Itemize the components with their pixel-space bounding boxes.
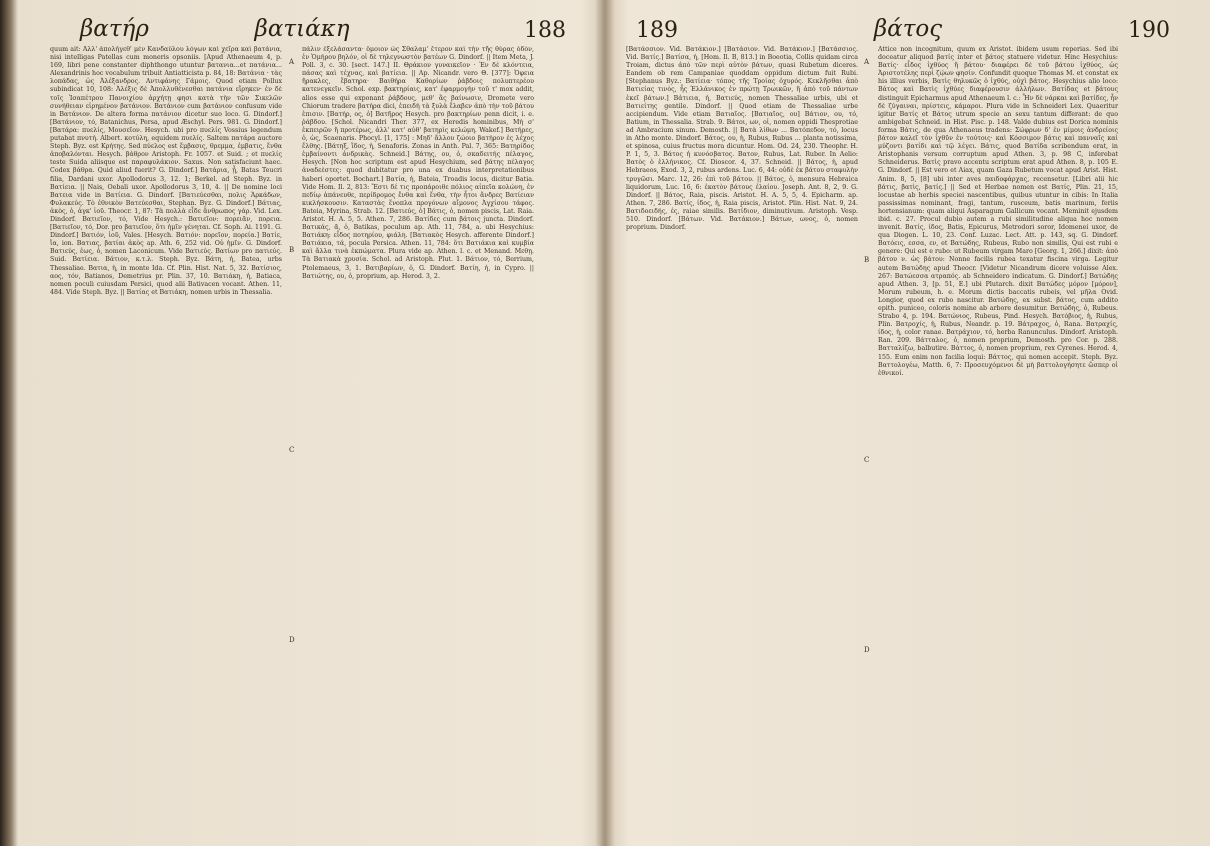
page-number-right: 190 bbox=[1128, 18, 1170, 43]
left-column-b-extra: Βατικάς, ᾶ, ὁ, Batikas, poculum ap. Ath. 11, 784, a. ubi Hesychius: Βατιάκη: εἶδος ποτηρίου, φιάλη. [Βατιακὸς Hesych. afferente Dindorf.] Βατιάκια, τά, pocula Persica. Athen. 11, 784: ὅτι Βατιάκια καὶ κυμβία καὶ ἄλλα τινὰ ἐκπώματα. Plura vide ap. Athen. l. c. et Menand. Μεθῃ. Τὰ Βατιακὰ χρυσία. Schol. ad Aristoph. Plut. 1. Βάτιον, τό, Berrium, Ptolemaeus, 3, 1. Βατιβαρίων, ὁ, G. Dindorf. Βατίη, ἡ, in Cypro. || Βατιώτης, ου, ὁ, proprium, ap. Herod. 3, 2. bbox=[302, 224, 534, 280]
left-column-a-text: quum ait: Ἀλλ' ἀπολήγεθ' μὲν Κανδαύλου λόγων καὶ χεῖρα καὶ βατάνια, nisi intelligas Patellas cum moneris opsoniis. [Apud Athenaeum 4, p. 169, libri pene constanter diphthongo utuntur βατανια...et πατάνια... Alexandrinis hoc vocabulum tribuit Antiatticista p. 84, 18: Βατάνια · τὰς λοπάδας, ὡς Ἀλέξανδρος. Αντιφάνης Γάμοις. Quod etiam Pollux subindicat 10, 108: Ἀλέξις δὲ Ἀπολλυθένεσθαι πατάνια εἴρηκεν· ἐν δὲ τοῖς Ἰσαπέτρου Πανοιχίου ἀρχήτῃ φησι κατὰ τὴν τῶν Σικελῶν συνήθειαν εἰρημένον βατάνιον. Βατάνιον cum βατάνιον confusum vide in Βατάνιον. De altera forma πατάνιον dicetur suo loco. G. Dindorf.] [Βατάνιον, τό, Batanichus, Persa, apud Æschyl. Pers. 981. G. Dindorf.] [Βατάρα: πυελίς, Μουσεῖον. Hesych. ubi pro πυελίς Vossius legendum putabat πνυτή. Albert. κοτύλη, equidem πυελίς. Saltem πατάρα auctore Steph. Byz. est Κρήτης. Sed πύελος est ἔμβασις, θρεμμα, ἐμβατις, ἔνθα ἀποβαλόνται. Hesych. βάθρον Aristoph. Fr. 1057. et Suid. ; et πυελίς teste Suida aliisque est παραφυλάκιον. Saxus. Non satisfaciunt haec. Codex βάθρα. Quid aliud fuerit? G. Dindorf.] Βατάρια, ᾗ, Batas Teucri filia, Dardani uxor. Apollodorus 3, 12. 1; Berkel. ad Steph. Byz. in Βατίεια. || Nais, Oebali uxor. Apollodorus 3, 10, 4. || De nomine loci Βατεια vide in Βατίεια. G. Dindorf. [Βατιεύεσθαι, πολις Ἀρκάδων, Φυλακεύς. Τὸ ἐθνικὸν Βατεύεσθαι, Stephan. Byz. G. Dindorf.] Βάτιας, ἀκὸς, ὁ, ἀγκ' ἰοῦ. Theocr. 1, 87: Τὰ πολλὰ εἶδε ἄνθρωπος γάρ. Vid. Lex. Dindorf. Βατιεῖον, τό, Vide Hesych.: Βατιεῖον: πορειᾶν, πορεια. [Βατιεῖον, τό, Dor. pro βατιεῖον, ὅτι ἡμῖν γένηται. Cf. Soph. Ai. 1191. G. Dindorf.] Βατιόν, ἰοῦ, Vales. [Hesych. Βατιόν: πορεῖον, πορεία.] Βατίε, ἴα, ion. Βατιας, βατίαι ἀκὸς ap. Ath. 6, 252 vid. Οὐ ἡμῖν. G. Dindorf. Βατιεύς, ἐως, ὁ, nomen Laconicum. Vide Βατιεύς. Βατίων pro πατιεύς. Suid. Βατίεια. Βάτιον, κ.τ.λ. Steph. Byz. Βάτη, ἡ, Batea, urbs Thessaliae. Βατια, ἡ, in monte Ida. Cf. Plin. Hist. Nat. 5, 32. bbox=[50, 46, 282, 272]
right-margin-letters: A B C D bbox=[864, 58, 870, 654]
left-column-a-extra: Βατίσιος, αος, τόν, Batianos, Demetrius pr. Plin. 37, 10. Βατιάκη, ἡ, Batiaca, nomen poculi cuiusdam Persici, quod alii Bativacen vocant. Athen. 11, 484. Vide Steph. Byz. || Βατίας et Βατιάκη, nomen urbis in Thessalia. bbox=[50, 264, 282, 296]
right-column-b-extra: Βατόεις, εσσα, εν, et Βατώδης, Rubeus, Rubo non similis, Qui est rubi e genere: Qui est e rubo: ut Rubeum virgam Maro [Georg. 1, 266.] dixit: ἀπὸ βάτου ν. ὡς βάτου: Nonne facilis rubea texatur fiscina virga. Legitur autem Βατώδης apud Theocr. [Videtur Nicandrum dicere voluisse Alex. 267: Βατώεσσα ατραπός. ab Schneidero indicatum. G. Dindorf.] Βατώδης apud Athen. 3, [p. 51, E.] ubi Plutarch. dixit Βατώδες μόρον [μόρον], Morum rubeum, h. e. Morum dictis baccatis rubeis, vel μῆλα Ovid. Longior, quod ex rubo nascitur. Βατώδης, ex subst. βάτος, cum addito epith. puniceo, coloris nomine ab arbore desumitur. Βατώδης, ὁ, Rubeus. Strabo 4, p. 194. Βατώνιος, Rubeus, Pind. Hesych. Βατόβιος, ἡ, Rubus, Plin. Βατροχίς, ἡ, Rubus, Neandr. p. 19. Βάτραχος, ὁ, Rana. Βατραχίς, ίδος, ἡ, color ranae. Βατράχιον, τό, herba Ranunculus. Dindorf. Aristoph. Ran. 209. Βάτταλος, ὁ, nomen proprium, Demosth. pro Cor. p. 288. Βατταλίζω, balbutire. Βάττος, ὁ, nomen proprium, rex Cyrenes. Herod. 4, 155. Eum enim non facilia loqui: Βάττος, qui nomen accepit. Steph. Byz. Βαττολογέω, Matth. 6, 7: Προσευχόμενοι δὲ μὴ βαττολογήσητε ὥσπερ οἱ ἐθνικοί. bbox=[878, 240, 1118, 377]
page-number-left: 189 bbox=[636, 18, 678, 43]
left-page bbox=[0, 0, 604, 846]
page-number: 188 bbox=[524, 18, 566, 43]
left-margin-letters: A B C D bbox=[289, 58, 295, 644]
left-column-b-text: πάλιν ἐξελάσαντα· ὅμοιον ὡς Σθαλαμ' ἔτερον καὶ τὴν τῆς θύρας ὁδὸν, ἐν Ὁμήρου βηλόν, οἱ δὲ τηλεγνωστὸν βατέων G. Dindorf. || Item Meta, J. Poll. 3, c. 30. [sect. 147.] ΙΙ. Θράκιον γυναικεῖον · Ἐν δὲ κλόντεια, πάσας καὶ τέχνας, καὶ βατίεια. || Ap. Nicandr. vero Θ. [377]: Ὀφεια ἤρακλες, ἔβατηρα· Βαιθήρα Καθορίων ῥάβδοις πολυπτερέου κατενεγκεῖν. Schol. exp. βακτηρίαις, κατ' ἐφαρμογὴν τοῦ τ' mox addit, alios esse qui exponant ῥάβδους, μεθ' ἃς βαίνωσιν, Dromete vero Chiorum tradere βατήρα dici, ἐπειδὴ τὰ ξυλὰ ἔλαβεν ἀπὸ τὴν τοῦ βάτου ἐπισιν. [Βατήρ, ος, ὁ] Βατῆρος Hesych. pro βακτηρίων penn dicit, i. e. ῥάβδου. [Schol. Nicandri Ther. 377, ex Heredis hominibus, Μὴ σ' ἐκπειρῶν ἢ προτέρως, ἀλλ' κατ' αὐθ' βατηρὶς κελώμη. Wakef.] Βατήρες, ὁ, ὡς, Scaenaris. Phocyl. [1, 175] : Μηδ' ἄλλου ζώοιο βατήρον ἐς λέχος ἔλθης. [Βάτηξ, ἴδος, ἡ, Senaforis. Zonas in Anth. Pal. 7, 365: Βατηρίδος ἐμβαίνοντι ἀνδρικὰς. Schneid.] Βάτης, ου, ὁ, σκαδειτής πέλαγος, Hesych. [Non hoc scriptum est apud Hesychium, sed βάτης πέλαγος ἀναδεὲστες: quod dubitatur pro una ex duabus interpretationibus haberi oportet. Bochart.] Βατία, ἡ, Bateia, Troadis locus, dicitur Batia. Vide Hom. Il. 2, 813: Ἔστι δέ τις προπάροιθε πόλιος αἰπεῖα κολώνη, ἐν πεδίῳ ἀπάνευθε, περίδρομος ἔνθα καὶ ἔνθα, τὴν ἦτοι ἄνδρες Βατίειαν κικλήσκουσιν. Καταστὰς ἔνοπλα προγόνων αἴμονος Ἀγχίσου τάφος. Bateia, Myrina, Strab. 12. [Βατιεύς, ὁ] Βάτις, ὁ, nomen piscis, Lat. Raia. Aristot. H. A. 5, 5. Athen. 7, 286. Βατίδες cum βάτοις juncta. Dindorf. bbox=[302, 46, 534, 223]
left-column-b bbox=[302, 46, 534, 836]
right-column-a-extra: [Βάτων. Vid. Βατάκιον.] Βάτων, ωνος, ὁ, nomen proprium. Dindorf. bbox=[626, 215, 858, 232]
running-head-center: βάτος bbox=[873, 16, 943, 42]
left-column-a bbox=[50, 46, 282, 836]
right-column-a-text: [Βατάσσιον. Vid. Βατάκιον.] [Βατάσιον. Vid. Βατάκιον.] [Βατάσσιος. Vid. Βατίς.] Βατίσα, ἡ, [Hom. Il. B, 813.] in Boeotia, Collis quidam circa Troiam, dictus ἀπὸ τῶν περὶ αὐτὸν βάτων, quasi Rubetum diceres. Eandem ob rem Campaniae quoddam oppidum dictum fuit Rubi. [Stephanus Byz.: Βατίεια· τόπος τῆς Τροίας ὀχυρός. Κεκλῆσθαι ἀπὸ Βατιείας τινὸς, ἧς Ἑλλάνικος ἐν πρώτῃ Τρωικῶν, ἢ ἀπὸ τοῦ πάντων ἐκεῖ βάτων.] Βάτιεια, ἡ, Βατιεύς, nomen Thessaliae urbis, ubi et Βατιείτης gentile. Dindorf. || Quod etiam de Thessaliae urbe accipiendum. Vide etiam Βατιαῖος. [Βατιαῖος, ου] Βάτιον, ου, τό, Batium, in Thessalia. Strab. 9. Βάτοι, ων, οἱ, nomen oppidi Thesprotiae ad Ambracium sinum. Demosth. || Βατὰ λίθων ... Βατόπεδον, τό, locus in Atho monte. Dindorf. Βάτος, ου, ἡ, Rubus, Rubus ... planta notissima, et spinosa, cuius fructus mora dicuntur. Hom. Od. 24, 230. Theophr. H. P. 1, 5, 3. Βάτος ἡ κυνόσβατος. Βατον, Rubus, Lat. Ruber. In Aelio: Βατὸς ὁ ἑλλήνικος. Cf. Dioscor. 4, 37. Schneid. || Βάτος, ἡ, apud Hebraeos, Exod. 3, 2, rubus ardens. Luc. 6, 44: οὐδὲ ἐκ βάτου σταφυλὴν τρυγῶσι. Marc. 12, 26: ἐπὶ τοῦ βάτου. || Βάτος, ὁ, mensura Hebraica liquidorum, Luc. 16, 6: ἑκατὸν βάτους ἐλαίου. Joseph. Ant. 8, 2, 9. G. Dindorf. || Βάτος, Raia, piscis. Aristot. H. A. 5, 5, 4. Epicharm. ap. Athen. 7, 286. Βατίς, ίδος, ἡ, Raia piscis, Aristot. Plin. Hist. Nat. 9, 24. Βατιδοειδής, ές, raiae similis. Βατίδιον, diminutivum. Aristoph. Vesp. 510. Dindorf. bbox=[626, 46, 858, 223]
running-head-left: βατήρ bbox=[80, 16, 149, 42]
right-column-b bbox=[878, 46, 1118, 836]
right-page-header bbox=[606, 16, 1210, 46]
running-head-center: βατιάκη bbox=[254, 16, 350, 42]
left-page-header bbox=[0, 16, 604, 46]
right-column-b-text: Attice non incognitum, quum ex Aristot. ibidem usum reperias. Sed ibi doceatur aliquod βατίς inter et βάτος statuere videtur. Hinc Hesychius: Βατίς· εἶδος ἰχθύος ἢ βάτου· διαφέρει δὲ τοῦ βάτου ἰχθύος, ὡς Ἀριστοτέλης περὶ ζῴων φησίν. Confundit quoque Thomas M. et constat ex his illius verbis, Βατὶς θηλυκῶς ὁ ἰχθύς, οὐχὶ βάτος. Hesychius alio loco: Βάτος καὶ Βατὶς ἰχθύες διαφέρουσιν ἀλλήλων. Βατίδας et βάτους distinguit Epicharmus apud Athenaeum l. c.: Ἦν δὲ νάρκαι καὶ βατίδες, ἦν δὲ ζύγαιναι, πρίστεις, κάμαροι. Plura vide in Schneideri Lex. Quaeritur igitur Βατίς et Βάτος utrum specie an sexu tantum differant: de quo ambigebat Schneid. in Hist. Pisc. p. 148. Valde dubius est Dorica nominis forma Βάτις, de qua Athenaeus tradens: Σώφρων δ' ἐν μίμοις ἀνδρείοις βάτον καλεῖ τὸν ἰχθῦν ἐν τούτοις· καὶ Κόσσιμον βάτις καὶ πανναῖς καὶ μύζοντι βατίδι καὶ τῷ λέγει. Βάτις, quod Βατίδα scribendum erat, in Aristophanis versum corruptum apud Athen. 3, p. 98 C, inferebat Schneiderus. Βατὶς pravo accentu scriptum erat apud Athen. 8, p. 105 E. G. Dindorf. || Est vero et Aiax, quam Gaza Rubetum vocat apud Arist. Hist. Anim. 8, 5, [8] ubi inter aves παιδοφάρχας, recensetur. [Libri alii hic βάτις, βατὶς, βατίς.] || Sed et Herbae nomen est Βατίς, Plin. 21, 15, locustae ab herbis speciei nascentibus, quibus utuntur in cibis: In Italia passissimas nominant, fragi, tantum, rusceum, batis marinum, feriis hortensianum: quam aliqui Asparagum Gallicum vocant. Meminit ejusdem ibid. c. 27. Procul dubio autem a rubi similitudine aliqua hoc nomen invenit. Βατίς, ίδος, Batis, Epicurus, Metrodori soror, Idomenei uxor, de qua Diogen. L. 10, 23. Conf. Luzac. Lect. Att. p. 143, sq. G. Dindorf. bbox=[878, 46, 1118, 240]
right-page bbox=[606, 0, 1210, 846]
right-page-columns bbox=[606, 46, 1210, 836]
left-page-columns bbox=[0, 46, 604, 836]
right-column-a bbox=[626, 46, 858, 836]
